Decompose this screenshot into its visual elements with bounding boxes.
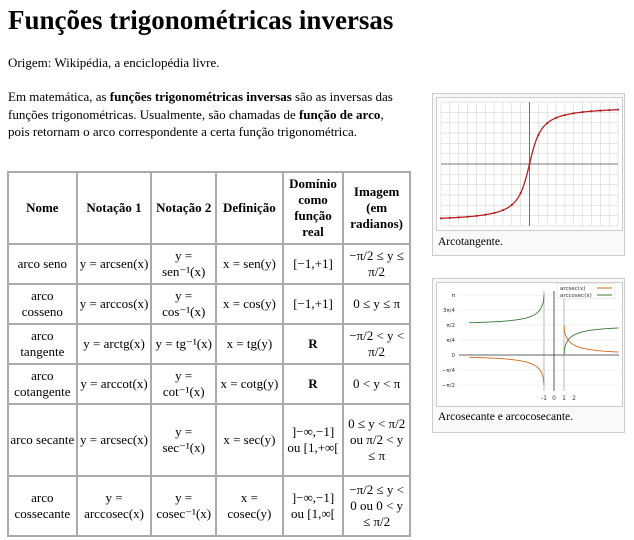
arctangent-point: [590, 110, 592, 112]
definition-cell: x = cotg(y): [216, 364, 283, 404]
domain-cell: ]−∞,−1] ou [1,∞[: [283, 476, 344, 536]
page-title: Funções trigonométricas inversas: [8, 5, 394, 35]
x-tick-label: 0: [552, 395, 556, 402]
function-name-cell: arco tangente: [8, 324, 77, 364]
x-tick-label: -1: [541, 395, 547, 402]
arcsecant-plot: [437, 283, 622, 406]
notation-1-cell: y = arcsen(x): [77, 244, 152, 284]
arcsecant-curve: [564, 328, 619, 355]
arctangent-point: [484, 214, 486, 216]
arccosecant-curve: [564, 325, 619, 352]
function-name-cell: arco seno: [8, 244, 77, 284]
arctangent-point: [564, 114, 566, 116]
arctangent-point: [582, 111, 584, 113]
domain-cell: R: [283, 364, 344, 404]
arcsecant-curve: [469, 295, 544, 323]
notation-2-cell: y = sec⁻¹(x): [151, 404, 216, 476]
definition-cell: x = sen(y): [216, 244, 283, 284]
notation-1-cell: y = arccot(x): [77, 364, 152, 404]
arctangent-point: [608, 109, 610, 111]
inverse-functions-table: [7, 171, 411, 537]
y-tick-label: π: [451, 293, 455, 299]
arctangent-point: [546, 122, 548, 124]
arctangent-point: [573, 112, 575, 114]
notation-2-cell: y = sen⁻¹(x): [151, 244, 216, 284]
y-tick-label: 0: [451, 353, 455, 359]
arccosecant-curve: [469, 357, 544, 385]
intro-text-2: são as inversas das funções trigonométricas. Usualmente, são chamadas de: [8, 89, 393, 122]
header-cell: Notação 1: [77, 172, 152, 244]
table-row: [8, 476, 410, 536]
arctangent-figure: [432, 93, 625, 256]
intro-text-3: , pois retornam o arco correspondente a certa função trigonométrica.: [8, 106, 384, 139]
notation-1-cell: y = arctg(x): [77, 324, 152, 364]
table-row: [8, 404, 410, 476]
image-range-cell: −π/2 ≤ y ≤ π/2: [343, 244, 410, 284]
notation-1-cell: y = arccos(x): [77, 284, 152, 324]
arctangent-point: [475, 215, 477, 217]
image-range-cell: −π/2 < y < π/2: [343, 324, 410, 364]
y-tick-label: π/2: [446, 323, 455, 329]
definition-cell: x = cosec(y): [216, 476, 283, 536]
arctangent-point: [449, 217, 451, 219]
definition-cell: x = sec(y): [216, 404, 283, 476]
domain-cell: ]−∞,−1] ou [1,+∞[: [283, 404, 344, 476]
table-header-row: [8, 172, 410, 244]
domain-cell: R: [283, 324, 344, 364]
arctangent-point: [528, 163, 530, 165]
arctangent-point: [493, 212, 495, 214]
function-name-cell: arco cossecante: [8, 476, 77, 536]
x-tick-label: 1: [562, 395, 566, 402]
image-range-cell: 0 ≤ y ≤ π: [343, 284, 410, 324]
notation-1-cell: y = arcsec(x): [77, 404, 152, 476]
arctangent-point: [466, 216, 468, 218]
intro-bold-2: função de arco: [298, 106, 381, 122]
y-tick-label: −π/2: [441, 383, 455, 389]
arctangent-point: [511, 204, 513, 206]
definition-cell: x = cos(y): [216, 284, 283, 324]
intro-bold-1: funções trigonométricas inversas: [109, 89, 292, 104]
arctangent-point: [502, 209, 504, 211]
table-row: [8, 324, 410, 364]
arcsecant-figure: [432, 278, 625, 433]
table-row: [8, 284, 410, 324]
arctangent-point: [440, 217, 442, 219]
domain-cell: [−1,+1]: [283, 244, 344, 284]
table-row: [8, 364, 410, 404]
notation-2-cell: y = tg⁻¹(x): [151, 324, 216, 364]
header-cell: Notação 2: [151, 172, 216, 244]
function-name-cell: arco cotangente: [8, 364, 77, 404]
arcsecant-caption: Arcosecante e arcocosecante.: [438, 411, 574, 423]
definition-cell: x = tg(y): [216, 324, 283, 364]
function-name-cell: arco secante: [8, 404, 77, 476]
arctangent-point: [599, 109, 601, 111]
arctangent-plot: [437, 98, 622, 230]
arctangent-point: [537, 134, 539, 136]
notation-2-cell: y = cot⁻¹(x): [151, 364, 216, 404]
header-cell: Domínio como função real: [283, 172, 344, 244]
arctangent-caption: Arcotangente.: [438, 236, 503, 248]
domain-cell: [−1,+1]: [283, 284, 344, 324]
arctangent-point: [617, 109, 619, 111]
arcsecant-plot-frame: [436, 282, 623, 407]
y-tick-label: π/4: [446, 338, 455, 344]
table-row: [8, 244, 410, 284]
arctangent-plot-frame: [436, 97, 623, 231]
legend-label: arccosec(x): [560, 293, 592, 299]
function-name-cell: arco cosseno: [8, 284, 77, 324]
image-range-cell: −π/2 ≤ y < 0 ou 0 < y ≤ π/2: [343, 476, 410, 536]
notation-2-cell: y = cosec⁻¹(x): [151, 476, 216, 536]
arctangent-point: [458, 216, 460, 218]
notation-2-cell: y = cos⁻¹(x): [151, 284, 216, 324]
arctangent-point: [555, 117, 557, 119]
notation-1-cell: y = arccosec(x): [77, 476, 152, 536]
intro-text-1: Em matemática, as: [8, 89, 110, 104]
intro-paragraph: [8, 88, 408, 141]
header-cell: Imagem (em radianos): [343, 172, 410, 244]
header-cell: Nome: [8, 172, 77, 244]
arctangent-point: [520, 192, 522, 194]
legend-label: arcsec(x): [560, 286, 586, 292]
y-tick-label: 3π/4: [442, 308, 455, 314]
header-cell: Definição: [216, 172, 283, 244]
x-tick-label: 2: [572, 395, 576, 402]
image-range-cell: 0 ≤ y < π/2 ou π/2 < y ≤ π: [343, 404, 410, 476]
y-tick-label: −π/4: [441, 368, 455, 374]
image-range-cell: 0 < y < π: [343, 364, 410, 404]
origin-note: Origem: Wikipédia, a enciclopédia livre.: [8, 55, 220, 70]
